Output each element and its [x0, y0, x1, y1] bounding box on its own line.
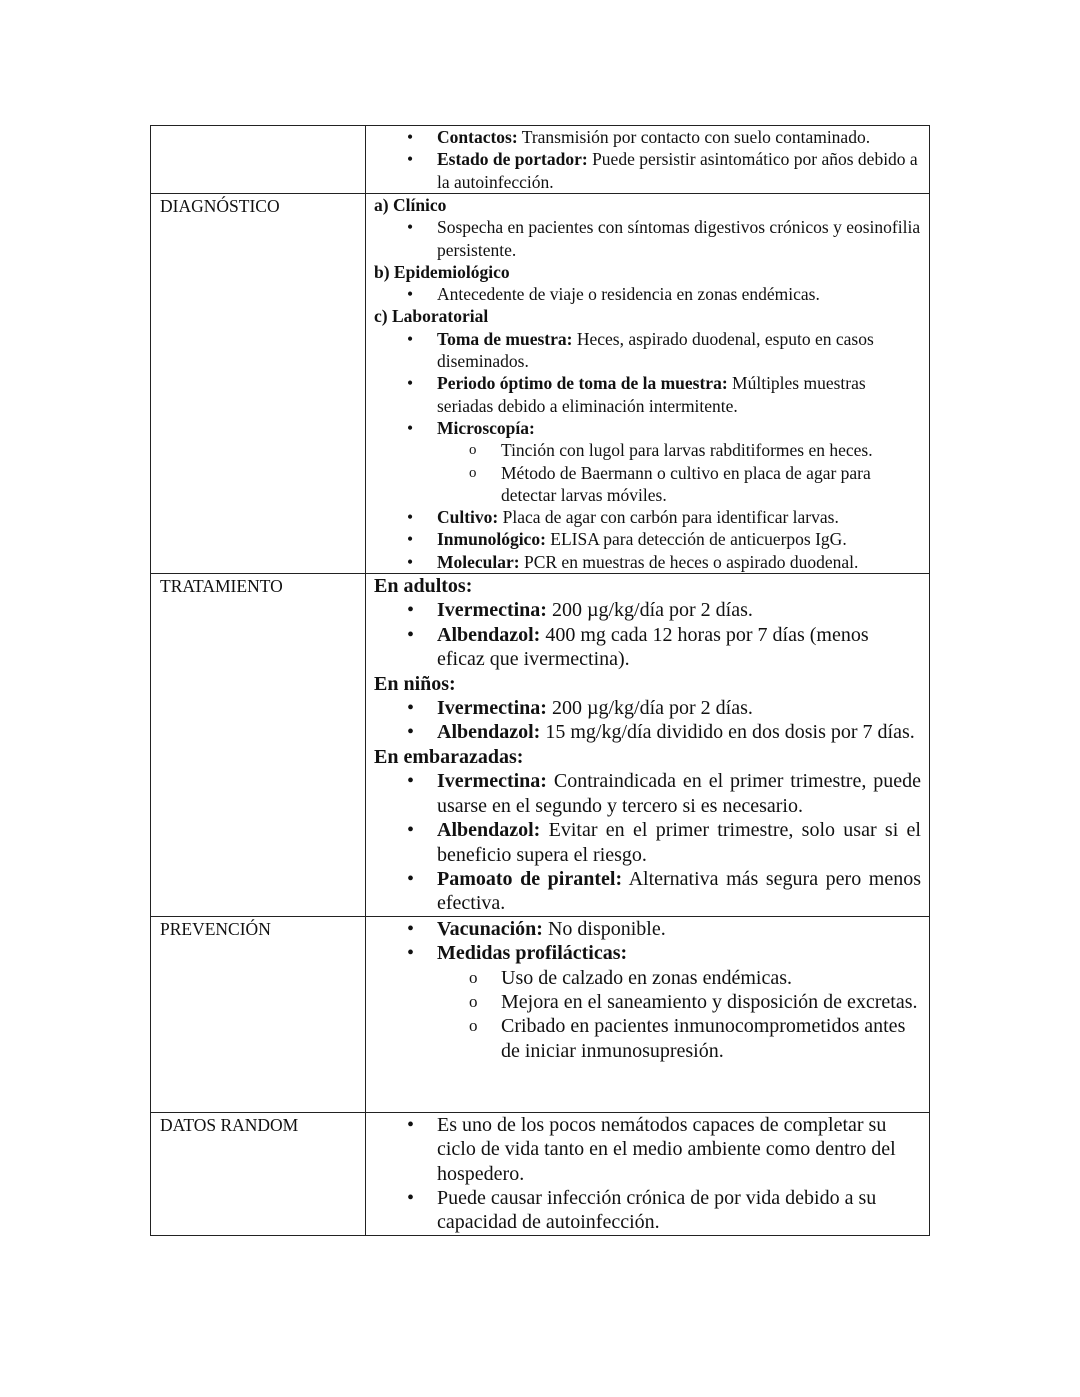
- list-item: • Puede causar infección crónica de por vida debido a su capacidad de autoinfección.: [374, 1186, 921, 1235]
- row-content: [366, 126, 930, 194]
- section-heading: En niños:: [374, 672, 456, 695]
- table-row-diagnostico: [151, 194, 930, 574]
- section-heading: c) Laboratorial: [374, 306, 489, 327]
- list-item: • Es uno de los pocos nemátodos capaces de completar su ciclo de vida tanto en el medio ambiente como dentro del hospedero.: [374, 1113, 921, 1186]
- list-item: • Albendazol: Evitar en el primer trimestre, solo usar si el beneficio supera el riesgo.: [374, 818, 921, 867]
- list-item: • Ivermectina: 200 µg/kg/día por 2 días.: [374, 598, 921, 622]
- list-item: • Vacunación: No disponible.: [374, 917, 921, 941]
- sub-list-item: o Cribado en pacientes inmunocomprometidos antes de iniciar inmunosupresión.: [374, 1014, 921, 1063]
- row-label: [151, 126, 366, 194]
- list-item: • Ivermectina: Contraindicada en el primer trimestre, puede usarse en el segundo y tercero si es necesario.: [374, 769, 921, 818]
- section-heading: En adultos:: [374, 575, 473, 598]
- list-item: • Albendazol: 400 mg cada 12 horas por 7 días (menos eficaz que ivermectina).: [374, 623, 921, 672]
- list-item: • Contactos: Transmisión por contacto con suelo contaminado.: [374, 126, 921, 148]
- list-item: • Medidas profilácticas: o Uso de calzado en zonas endémicas. o Mejora en el saneamiento y disposición de excretas. o Cribado en pacientes inmunocomprometidos antes de iniciar inmunosupresión.: [374, 941, 921, 1063]
- list-item: • Cultivo: Placa de agar con carbón para identificar larvas.: [374, 506, 921, 528]
- list-item: • Ivermectina: 200 µg/kg/día por 2 días.: [374, 696, 921, 720]
- row-content: [366, 1112, 930, 1235]
- row-label-diagnostico: DIAGNÓSTICO: [151, 194, 366, 574]
- row-label-datos-random: DATOS RANDOM: [151, 1112, 366, 1235]
- table-row-prevencion: [151, 916, 930, 1112]
- list-item: • Pamoato de pirantel: Alternativa más segura pero menos efectiva.: [374, 867, 921, 916]
- sub-list-item: o Método de Baermann o cultivo en placa de agar para detectar larvas móviles.: [374, 462, 921, 507]
- row-label-tratamiento: TRATAMIENTO: [151, 574, 366, 917]
- list-item: • Albendazol: 15 mg/kg/día dividido en dos dosis por 7 días.: [374, 720, 921, 744]
- table-row-tratamiento: [151, 574, 930, 917]
- list-item: • Periodo óptimo de toma de la muestra: Múltiples muestras seriadas debido a eliminación intermitente.: [374, 372, 921, 417]
- sub-list-item: o Uso de calzado en zonas endémicas.: [374, 966, 921, 990]
- parasitology-table: [150, 125, 930, 1236]
- section-heading: a) Clínico: [374, 195, 447, 215]
- row-label-prevencion: PREVENCIÓN: [151, 916, 366, 1112]
- list-item: • Estado de portador: Puede persistir asintomático por años debido a la autoinfección.: [374, 148, 921, 193]
- list-item: • Antecedente de viaje o residencia en zonas endémicas.: [374, 283, 921, 305]
- row-content: [366, 916, 930, 1112]
- list-item: • Inmunológico: ELISA para detección de anticuerpos IgG.: [374, 528, 921, 550]
- table-row-datos-random: [151, 1112, 930, 1235]
- list-item: • Microscopía: o Tinción con lugol para larvas rabditiformes en heces. o Método de Baermann o cultivo en placa de agar para detectar larvas móviles.: [374, 417, 921, 506]
- sub-list-item: o Mejora en el saneamiento y disposición de excretas.: [374, 990, 921, 1014]
- table-row-transmission: [151, 126, 930, 194]
- row-content: [366, 574, 930, 917]
- section-heading: b) Epidemiológico: [374, 261, 510, 282]
- row-content: [366, 194, 930, 574]
- list-item: • Sospecha en pacientes con síntomas digestivos crónicos y eosinofilia persistente.: [374, 216, 921, 261]
- sub-list-item: o Tinción con lugol para larvas rabditiformes en heces.: [374, 439, 921, 461]
- list-item: • Molecular: PCR en muestras de heces o aspirado duodenal.: [374, 551, 921, 573]
- list-item: • Toma de muestra: Heces, aspirado duodenal, esputo en casos diseminados.: [374, 328, 921, 373]
- section-heading: En embarazadas:: [374, 745, 524, 768]
